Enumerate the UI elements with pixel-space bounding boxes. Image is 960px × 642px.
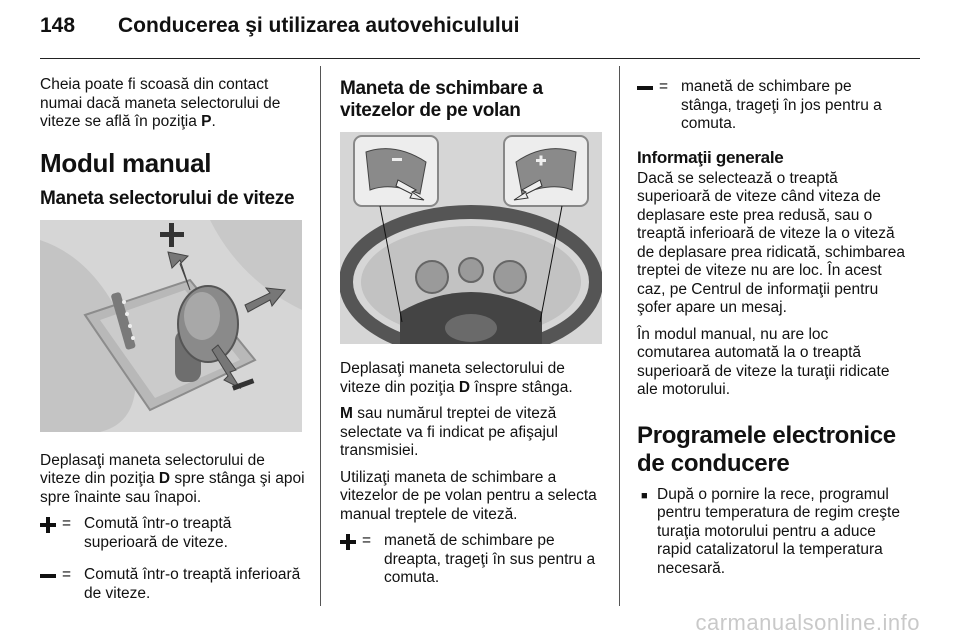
subheading-general-info: Informaţii generale xyxy=(637,147,784,167)
paddle-paragraph-3: Utilizaţi maneta de schimbare a vitezelor de pe volan pentru a selecta manual treptele de viteză. xyxy=(340,468,597,523)
column-1 xyxy=(40,76,306,617)
general-info-paragraph-1: Dacă se selectează o treaptă superioară de viteze când viteza de deplasare este prea redusă, sau o treaptă inferioară de viteze la o viteză de deplasare prea ridicată, schimbarea treptei de viteze nu are loc. În acest caz, pe Centrul de informaţii pentru şofer apare un mesaj. xyxy=(637,169,905,316)
column-2 xyxy=(340,76,602,602)
paddle-paragraph-1: Deplasaţi maneta selectorului de viteze din poziţia D înspre stânga. xyxy=(340,360,573,396)
intro-paragraph: Cheia poate fi scoasă din contact numai dacă maneta selectorului de viteze se află în poziţia P. xyxy=(40,76,281,130)
column-3 xyxy=(637,76,905,578)
paddle-minus-icon xyxy=(392,158,402,161)
plus-icon xyxy=(340,534,356,550)
minus-icon xyxy=(40,568,56,584)
selector-lever-illustration xyxy=(40,220,302,432)
definition-right-paddle: = manetă de schimbare pe dreapta, trageţi în sus pentru a comuta. xyxy=(340,532,602,588)
section-heading-manual-mode: Modul manual xyxy=(40,147,212,178)
header-rule xyxy=(40,58,920,59)
column-divider-1 xyxy=(320,66,321,606)
page-title: Conducerea şi utilizarea autovehiculului xyxy=(118,14,520,37)
definition-downshift: = Comută într-o treaptă inferioară de viteze. xyxy=(40,566,306,603)
steering-wheel-paddles-illustration xyxy=(340,132,602,344)
column-divider-2 xyxy=(619,66,620,606)
section-heading-electronic-programs: Programele electronice de conducere xyxy=(637,421,896,477)
watermark: carmanualsonline.info xyxy=(695,610,920,635)
subheading-steering-paddles: Maneta de schimbare a vitezelor de pe volan xyxy=(340,78,543,121)
definition-upshift: = Comută într-o treaptă superioară de viteze. xyxy=(40,515,306,552)
list-item: ■ După o pornire la rece, programul pentru temperatura de regim creşte turaţia motorului pentru a aduce rapid catalizatorul la temperatura necesară. xyxy=(637,486,905,579)
page-number: 148 xyxy=(40,14,76,37)
plus-icon xyxy=(40,517,56,533)
selector-instruction: Deplasaţi maneta selectorului de viteze din poziţia D spre stânga şi apoi spre înainte sau înapoi. xyxy=(40,451,305,506)
paddle-paragraph-2: M sau numărul treptei de viteză selectate va fi indicat pe afişajul transmisiei. xyxy=(340,405,558,459)
page-header xyxy=(40,14,519,44)
bullet-square-icon: ■ xyxy=(641,489,648,502)
minus-icon xyxy=(637,80,653,96)
definition-left-paddle: = manetă de schimbare pe stânga, trageţi în jos pentru a comuta. xyxy=(637,78,905,134)
general-info-paragraph-2: În modul manual, nu are loc comutarea automată la o treaptă superioară de viteze la turaţii ridicate ale motorului. xyxy=(637,325,890,398)
subheading-selector-lever: Maneta selectorului de viteze xyxy=(40,187,295,209)
